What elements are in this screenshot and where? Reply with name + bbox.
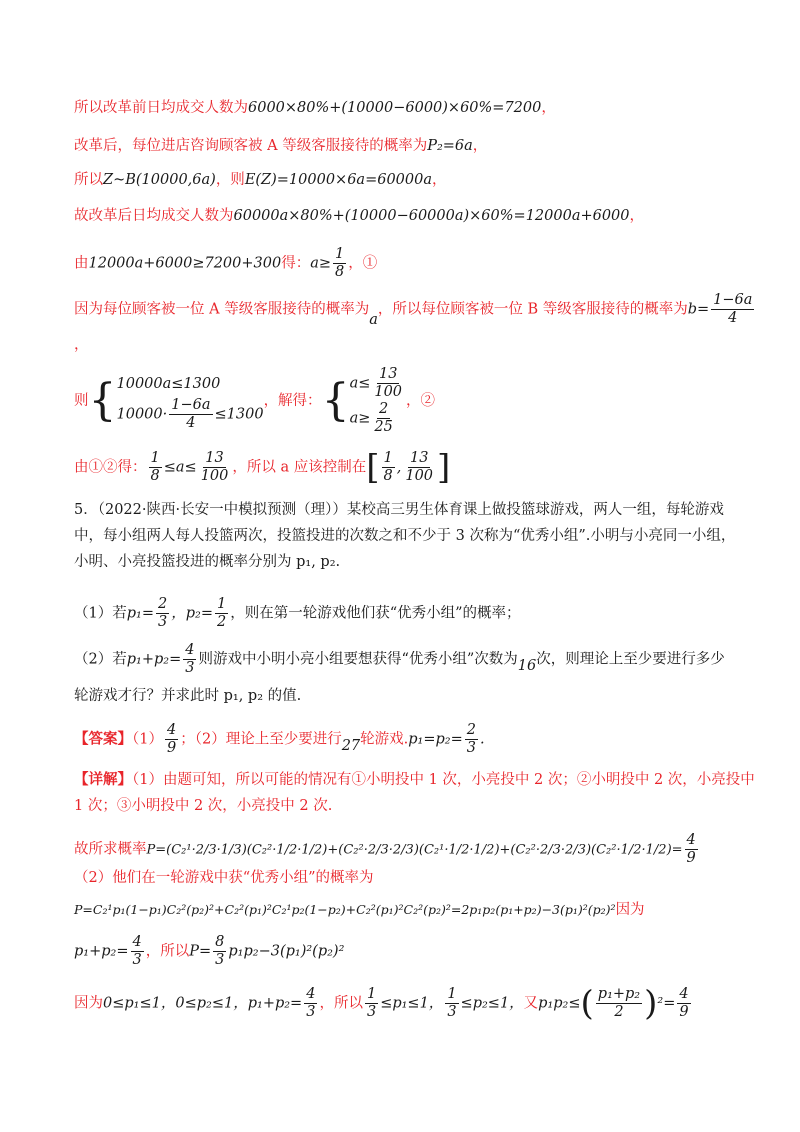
detail-line-1: 【详解】（1）由题可知，所以可能的情况有①小明投中 1 次，小亮投中 2 次；②小明投中 2 次，小亮投中 [74, 771, 755, 788]
text: 所以 [74, 172, 103, 188]
solution-line-4 [74, 206, 740, 226]
fraction: $\frac{1}{8}$ [383, 450, 393, 484]
answer-tag: 【答案】 [74, 730, 132, 748]
formula: b= [687, 301, 710, 318]
text: 故改革后日均成交人数为 [74, 208, 234, 224]
system-solution: a≤ $\frac{13}{100}$ a≥ $\frac{2}{25}$ [349, 366, 403, 435]
text: ，② [406, 393, 436, 409]
problem-line-2: 中，每小组两人每人投篮两次，投篮投进的次数之和不少于 3 次称为“优秀小组”.小明与小亮同一小组， [74, 528, 736, 544]
problem-line-1: 5．（2022·陕西·长安一中模拟预测（理））某校高三男生体育课上做投篮球游戏，两人一组，每轮游戏 [74, 502, 724, 518]
formula: a [369, 311, 378, 328]
fraction: $\frac{4}{9}$ [686, 832, 696, 866]
text: ，则 [215, 172, 245, 188]
text: ， [541, 100, 556, 116]
fraction: $\frac{4}{9}$ [166, 722, 177, 756]
text: 改革后，每位进店咨询顾客被 A 等级客服接待的概率为 [74, 138, 428, 154]
formula: a≥ [310, 255, 331, 272]
fraction: $\frac{8}{3}$ [215, 934, 225, 968]
left-brace: { [88, 375, 117, 426]
solution-line-9 [74, 447, 740, 488]
solution-line-2 [74, 136, 740, 156]
question-2: （2）若p₁+p₂= $\frac{4}{3}$ 则游戏中小明小亮小组要想获得“优秀小组”次数为16次，则理论上至少要进行多少 [74, 642, 725, 676]
fraction: $\frac{1}{8}$ [335, 246, 345, 280]
text: 由①②得： [74, 459, 147, 476]
paren: ) [644, 983, 658, 1024]
solution-line-3 [74, 170, 740, 190]
fraction: $\frac{4}{3}$ [132, 934, 142, 968]
text: ，① [348, 255, 378, 272]
formula: 12000a+6000≥7200+300 [88, 255, 282, 272]
question-2-cont: 轮游戏才行？并求此时 p₁, p₂ 的值. [74, 688, 302, 704]
detail-line-4: （2）他们在一轮游戏中获“优秀小组”的概率为 [74, 870, 374, 886]
question-1: （1）若p₁= $\frac{2}{3}$ ，p₂= $\frac{1}{2}$ ，则在第一轮游戏他们获“优秀小组”的概率； [74, 596, 521, 630]
formula: 6000×80%+(10000−6000)×60%=7200 [248, 100, 542, 116]
fraction: $\frac{1}{8}$ [150, 450, 160, 484]
detail-line-7: 因为0≤p₁≤1，0≤p₂≤1，p₁+p₂= $\frac{4}{3}$ ，所以 $\frac{1}{3}$ ≤p₁≤1， $\frac{1}{3}$ ≤p₂≤1，又p₁p₂≤( $\frac{\text{p₁+p₂}}{2}$ )²= $\frac{4}{9}$ [74, 983, 689, 1024]
text: ， [432, 172, 447, 188]
text: ，解得： [263, 393, 322, 409]
solution-line-7 [74, 335, 740, 355]
left-brace: { [321, 375, 350, 426]
paren: ( [580, 983, 594, 1024]
formula: Z~B(10000,6a) [103, 172, 216, 188]
solution-line-6 [74, 292, 753, 328]
fraction: $\frac{\text{p₁+p₂}}{2}$ [597, 986, 641, 1020]
fraction: $\frac{1}{3}$ [366, 986, 377, 1020]
formula: E(Z)=10000×6a=60000a [244, 172, 433, 188]
solution-line-8 [74, 366, 740, 436]
comma: , [396, 459, 402, 476]
text: ， [74, 337, 89, 353]
fraction: $\frac{1}{2}$ [216, 596, 227, 630]
detail-line-2: 1 次；③小明投中 2 次，小亮投中 2 次. [74, 798, 333, 814]
detail-tag: 【详解】 [74, 771, 132, 788]
detail-line-6: p₁+p₂= $\frac{4}{3}$ ，所以P= $\frac{8}{3}$ p₁p₂−3(p₁)²(p₂)² [74, 934, 345, 968]
text: ，所以 a 应该控制在 [232, 459, 367, 476]
bracket: [ [366, 447, 380, 488]
text: 得： [281, 255, 311, 272]
text: ，所以每位顾客被一位 B 等级客服接待的概率为 [377, 301, 688, 318]
fraction: $\frac{1}{3}$ [447, 986, 457, 1020]
answer-line: 【答案】（1） $\frac{4}{9}$ ；（2）理论上至少要进行27轮游戏.p₁=p₂= $\frac{2}{3}$ . [74, 722, 485, 756]
text: ， [472, 138, 488, 154]
problem-line-3: 小明、小亮投篮投进的概率分别为 p₁, p₂. [74, 554, 341, 570]
text: 所以改革前日均成交人数为 [74, 100, 248, 116]
formula: P₂=6a [427, 138, 473, 154]
fraction: $\frac{1-6a}{4}$ [713, 292, 753, 326]
text: ， [629, 208, 645, 224]
text: 因为每位顾客被一位 A 等级客服接待的概率为 [74, 301, 370, 318]
formula: 60000a×80%+(10000−60000a)×60%=12000a+6000 [233, 208, 630, 224]
fraction: $\frac{2}{3}$ [466, 722, 476, 756]
detail-line-5: P=C₂¹p₁(1−p₁)C₂²(p₂)²+C₂²(p₁)²C₂¹p₂(1−p₂)+C₂²(p₁)²C₂²(p₂)²=2p₁p₂(p₁+p₂)−3(p₁)²(p₂)²因为 [74, 902, 645, 918]
fraction: $\frac{4}{3}$ [185, 642, 195, 676]
detail-line-3: 故所求概率P=(C₂¹·2/3·1/3)(C₂²·1/2·1/2)+(C₂²·2/3·2/3)(C₂¹·1/2·1/2)+(C₂²·2/3·2/3)(C₂²·1/2·1/2)= $\frac{4}{9}$ [74, 832, 696, 866]
system-equations: 10000a≤1300 10000· $\frac{1-6a}{4}$ ≤1300 [116, 375, 264, 431]
fraction: $\frac{4}{9}$ [679, 986, 689, 1020]
text: 由 [74, 255, 89, 272]
bracket: ] [437, 447, 451, 488]
fraction: $\frac{4}{3}$ [306, 986, 316, 1020]
solution-line-1 [74, 98, 740, 118]
fraction: $\frac{2}{3}$ [157, 596, 168, 630]
fraction: $\frac{13}{100}$ [405, 450, 434, 484]
text: 则 [74, 393, 89, 409]
fraction: $\frac{13}{100}$ [200, 450, 229, 484]
solution-line-5 [74, 246, 740, 281]
formula: ≤a≤ [163, 459, 197, 476]
